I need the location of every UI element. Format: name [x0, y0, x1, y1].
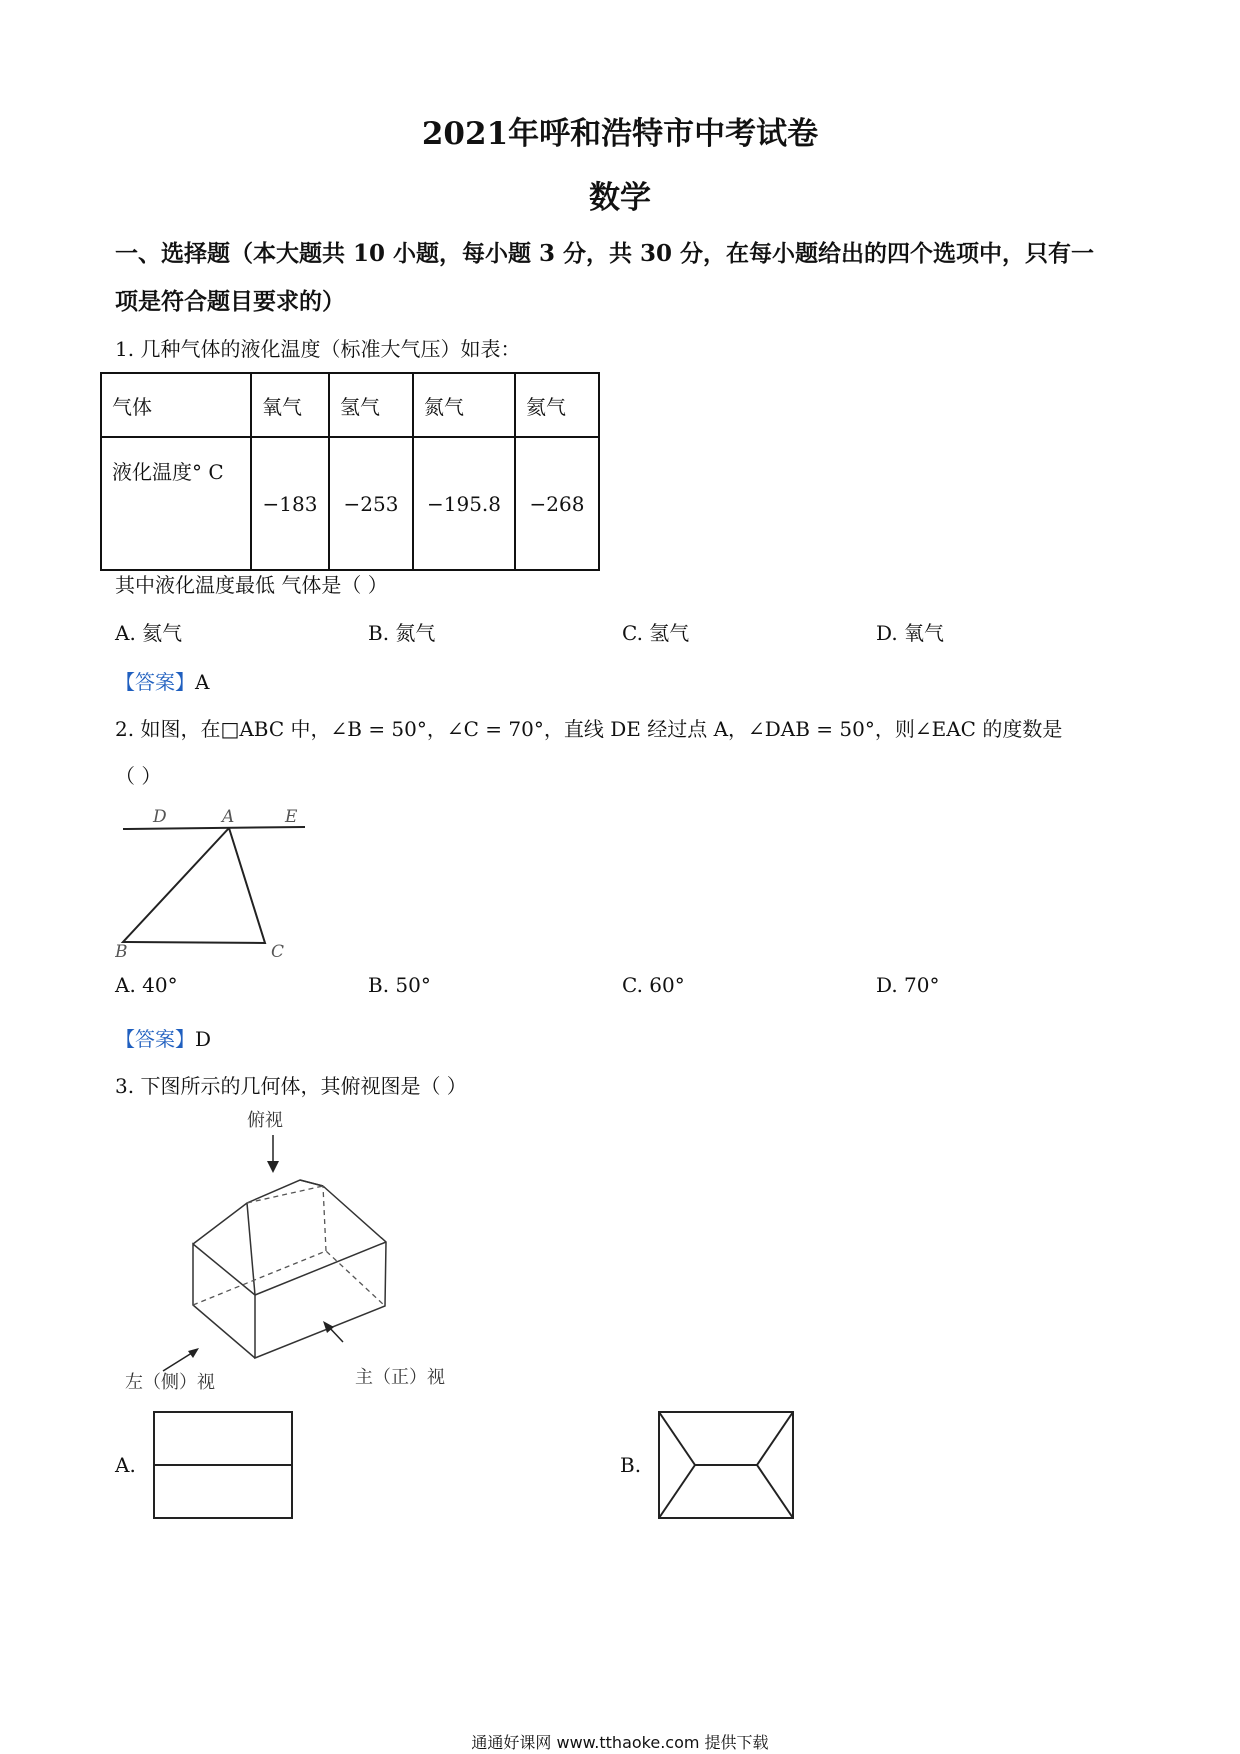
triangle-figure [115, 805, 315, 965]
table-header-cell: 氧气 [251, 373, 329, 437]
triangle-abc [123, 828, 265, 943]
label-front-view: 主（正）视 [355, 1367, 445, 1388]
hidden-edges [193, 1186, 385, 1306]
q2-option-a: A. 40° [115, 973, 178, 997]
q3-option-b-figure [657, 1410, 795, 1522]
table-header-cell: 氢气 [329, 373, 413, 437]
table-header-cell: 氦气 [515, 373, 599, 437]
q3-option-b: B. [620, 1453, 642, 1477]
section-heading-line1: 一、选择题（本大题共 10 小题，每小题 3 分，共 30 分，在每小题给出的四个选项中，只有一 [115, 240, 1095, 267]
subject-title: 数学 [589, 180, 651, 216]
label-d: D [153, 807, 167, 827]
solid-edges [193, 1180, 386, 1358]
table-row-label: 液化温度° C [101, 437, 251, 570]
gas-table [100, 372, 600, 571]
label-e: E [285, 807, 298, 827]
label-b: B [115, 942, 128, 962]
q2-stem: 2. 如图，在□ABC 中，∠B = 50°，∠C = 70°，直线 DE 经过点 A，∠DAB = 50°，则∠EAC 的度数是 [115, 717, 1063, 741]
answer-value: D [195, 1027, 212, 1051]
q2-stem-paren: （ ） [115, 764, 162, 788]
q2-answer [115, 1023, 211, 1052]
table-header-cell: 氮气 [413, 373, 515, 437]
table-cell: −268 [515, 437, 599, 570]
table-cell: −253 [329, 437, 413, 570]
q1-stem: 1. 几种气体的液化温度（标准大气压）如表： [115, 337, 521, 361]
arrowhead-left [188, 1348, 199, 1358]
footer-text: 通通好课网 www.tthaoke.com 提供下载 [471, 1733, 769, 1752]
answer-value: A [195, 670, 210, 694]
label-c: C [271, 942, 285, 962]
label-a: A [222, 807, 235, 827]
q2-option-b: B. 50° [368, 973, 431, 997]
q1-option-d: D. 氧气 [876, 621, 945, 645]
q1-option-a: A. 氦气 [115, 621, 183, 645]
table-row [101, 437, 599, 570]
q1-option-c: C. 氢气 [622, 621, 690, 645]
table-cell: −195.8 [413, 437, 515, 570]
q3-option-a-figure [152, 1410, 294, 1522]
page-title: 2021年呼和浩特市中考试卷 [421, 116, 819, 152]
section-heading-line2: 项是符合题目要求的） [115, 288, 345, 315]
table-row [101, 373, 599, 437]
solid-figure [115, 1105, 475, 1405]
label-top-view: 俯视 [247, 1110, 283, 1131]
label-left-view: 左（侧）视 [125, 1372, 215, 1393]
arrowhead-top [267, 1161, 279, 1173]
q1-answer [115, 666, 209, 695]
q1-option-b: B. 氮气 [368, 621, 436, 645]
table-cell: −183 [251, 437, 329, 570]
answer-key-label: 【答案】 [115, 670, 195, 694]
q3-stem: 3. 下图所示的几何体，其俯视图是（ ） [115, 1074, 467, 1098]
q2-option-d: D. 70° [876, 973, 940, 997]
q1-question: 其中液化温度最低 气体是（ ） [115, 573, 388, 597]
q2-option-c: C. 60° [622, 973, 685, 997]
table-header-cell: 气体 [101, 373, 251, 437]
q3-option-a: A. [115, 1453, 136, 1477]
answer-key-label: 【答案】 [115, 1027, 195, 1051]
line-de [123, 827, 305, 829]
